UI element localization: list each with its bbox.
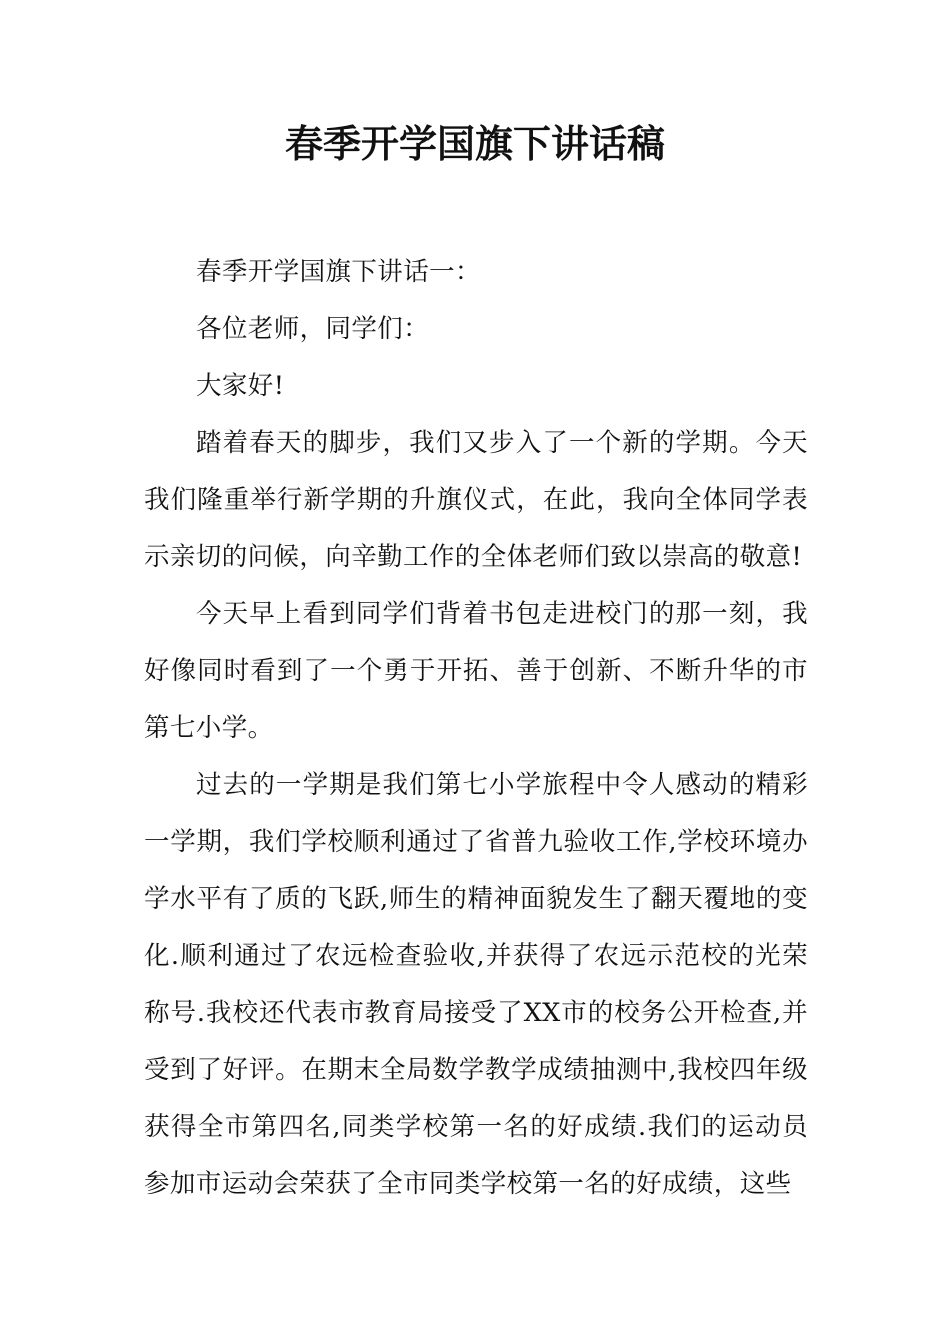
paragraph-salutation: 各位老师，同学们： [196,314,430,344]
paragraph-greeting: 大家好! [196,371,285,401]
paragraph-morning: 今天早上看到同学们背着书包走进校门的那一刻，我好像同时看到了一个勇于开拓、善于创新、不断升华的市第七小学。 [144,599,808,743]
paragraph-intro: 踏着春天的脚步，我们又步入了一个新的学期。今天我们隆重举行新学期的升旗仪式，在此，我向全体同学表示亲切的问候，向辛勤工作的全体老师们致以崇高的敬意! [144,428,808,572]
document-body [144,244,808,1213]
document-title: 春季开学国旗下讲话稿 [284,122,665,166]
paragraph-heading: 春季开学国旗下讲话一： [196,257,481,287]
paragraph-review: 过去的一学期是我们第七小学旅程中令人感动的精彩一学期，我们学校顺利通过了省普九验收工作,学校环境办学水平有了质的飞跃,师生的精神面貌发生了翻天覆地的变化.顺利通过了农远检查验收,并获得了农远示范校的光荣称号.我校还代表市教育局接受了XX市的校务公开检查,并受到了好评。在期末全局数学教学成绩抽测中,我校四年级获得全市第四名,同类学校第一名的好成绩.我们的运动员参加市运动会荣获了全市同类学校第一名的好成绩，这些 [144,770,808,1199]
